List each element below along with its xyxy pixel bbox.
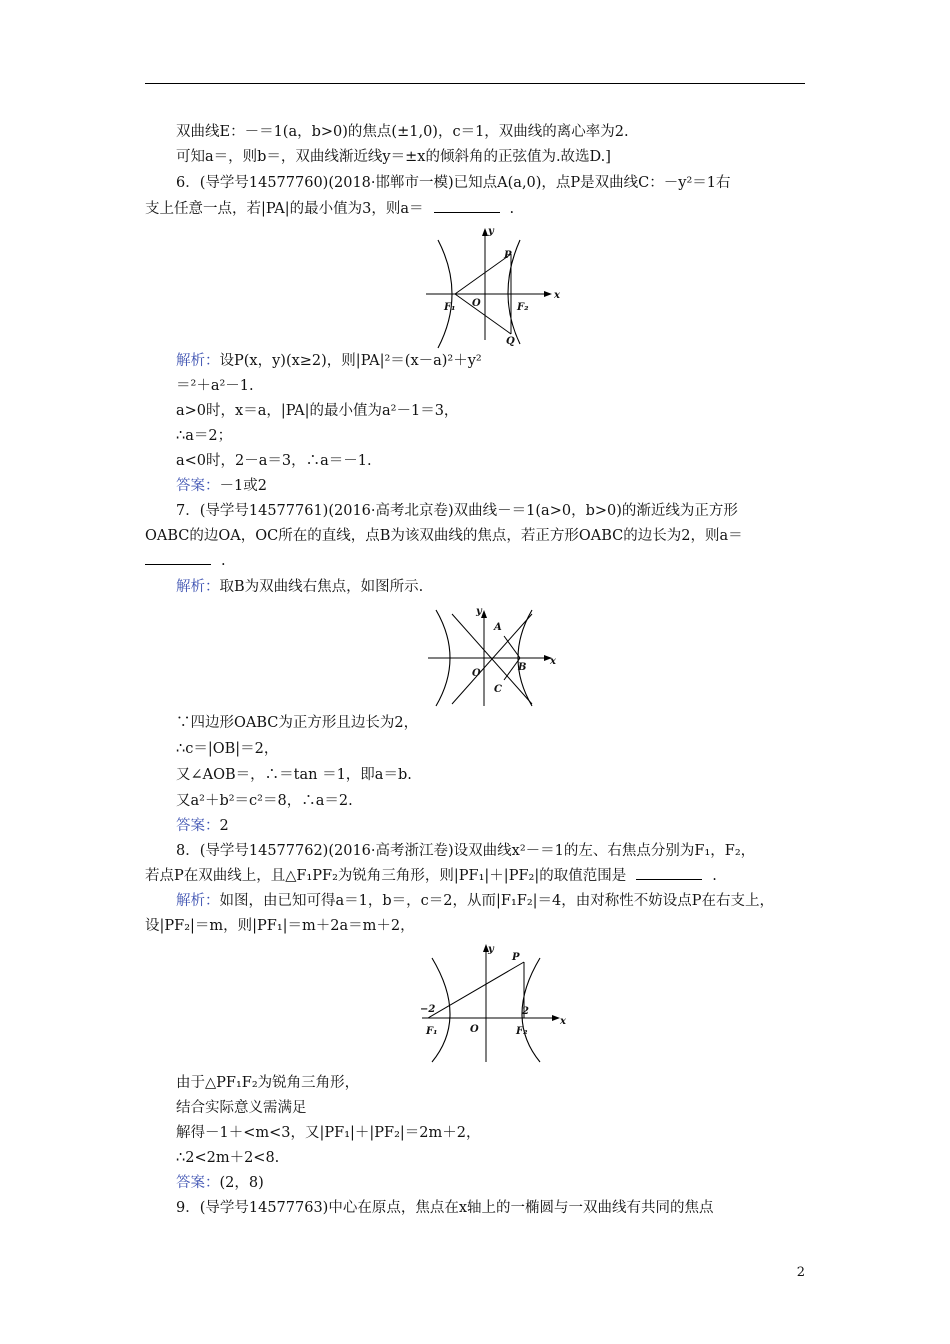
answer-7: [176, 815, 229, 837]
answer-6: [176, 475, 267, 497]
question-8-text: 若点P在双曲线上，且△F₁PF₂为锐角三角形，则|PF₁|＋|PF₂|的取值范围是: [145, 868, 627, 884]
answer-value: －1或2: [219, 478, 267, 494]
label-o: O: [472, 668, 481, 679]
solution-6-line-5: a<0时，2－a＝3，∴a＝－1.: [176, 453, 372, 469]
solution-7-line-1: [176, 576, 423, 598]
label-neg-two: −2: [420, 1004, 436, 1015]
label-x: x: [560, 1016, 566, 1027]
answer-value: (2，8): [219, 1175, 264, 1191]
label-o: O: [470, 1024, 479, 1035]
question-6-text: 支上任意一点，若|PA|的最小值为3，则a＝: [145, 201, 424, 217]
solution-text: 设P(x，y)(x≥2)，则|PA|²＝(x－a)²＋y²: [219, 353, 482, 369]
solution-8-line-6: ∴2<2m＋2<8.: [176, 1150, 280, 1166]
label-a: A: [494, 622, 502, 633]
label-y: y: [476, 606, 482, 617]
question-7-line-3: [145, 550, 226, 572]
label-f2: F₂: [516, 1026, 528, 1037]
solution-7-line-3: ∴c＝|OB|＝2，: [176, 741, 279, 757]
answer-label: 答案：: [176, 1175, 220, 1191]
label-f1: F₁: [444, 302, 456, 313]
text-line: 双曲线E：－＝1(a，b>0)的焦点(±1,0)，c＝1，双曲线的离心率为2.: [176, 124, 629, 140]
question-6-line-1: 6．(导学号14577760)(2018·邯郸市一模)已知点A(a,0)，点P是双曲线C：－y²＝1右: [176, 175, 731, 191]
solution-7-line-2: ∵四边形OABC为正方形且边长为2，: [176, 715, 419, 731]
x-axis-arrow: [552, 1015, 560, 1021]
label-y: y: [488, 226, 494, 237]
segment-f1-p: [428, 962, 524, 1018]
answer-blank: [145, 550, 211, 565]
segment-f1-p: [455, 254, 511, 294]
solution-label: 解析：: [176, 893, 220, 909]
answer-value: 2: [219, 818, 229, 834]
solution-8-line-2: 设|PF₂|＝m，则|PF₁|＝m＋2a＝m＋2，: [145, 918, 415, 934]
answer-label: 答案：: [176, 478, 220, 494]
answer-8: [176, 1172, 264, 1194]
question-6-line-2: 支上任意一点，若|PA|的最小值为3，则a＝ .: [145, 198, 514, 220]
solution-7-line-5: 又a²＋b²＝c²＝8，∴a＝2.: [176, 793, 353, 809]
figure-square-oabc: [422, 600, 562, 710]
side-ab: [504, 636, 520, 658]
question-7-line-1: 7．(导学号14577761)(2016·高考北京卷)双曲线－＝1(a>0，b>0)的渐近线为正方形: [176, 503, 738, 519]
solution-6-line-2: ＝²＋a²－1.: [176, 378, 254, 394]
solution-6-line-1: [176, 350, 482, 372]
solution-6-line-3: a>0时，x＝a，|PA|的最小值为a²－1＝3，: [176, 403, 459, 419]
solution-8-line-5: 解得－1＋<m<3，又|PF₁|＋|PF₂|＝2m＋2，: [176, 1125, 481, 1141]
answer-blank: [434, 198, 500, 213]
label-x: x: [550, 656, 556, 667]
solution-6-line-4: ∴a＝2；: [176, 428, 233, 444]
question-7-end: .: [221, 553, 226, 569]
label-q: Q: [506, 336, 515, 347]
answer-blank: [636, 865, 702, 880]
solution-label: 解析：: [176, 353, 220, 369]
figure-hyperbola-pq: [418, 222, 558, 348]
solution-text: 如图，由已知可得a＝1，b＝，c＝2，从而|F₁F₂|＝4，由对称性不妨设点P在右支上，: [219, 893, 774, 909]
solution-7-line-4: 又∠AOB＝，∴＝tan ＝1，即a＝b.: [176, 767, 412, 783]
x-axis-arrow: [544, 291, 552, 297]
solution-8-line-1: [176, 890, 774, 912]
label-b: B: [518, 662, 527, 673]
answer-label: 答案：: [176, 818, 220, 834]
solution-label: 解析：: [176, 579, 220, 595]
label-c: C: [494, 684, 502, 695]
label-p: P: [504, 250, 512, 261]
page-number: 2: [796, 1265, 805, 1280]
label-o: O: [472, 298, 481, 309]
figure-triangle-pf1f2: [418, 940, 568, 1064]
solution-8-line-4: 结合实际意义需满足: [176, 1100, 307, 1116]
solution-text: 取B为双曲线右焦点，如图所示.: [219, 579, 424, 595]
text-line: 可知a＝，则b＝，双曲线渐近线y＝±x的倾斜角的正弦值为.故选D.]: [176, 149, 611, 165]
header-rule: [145, 83, 805, 84]
solution-8-line-3: 由于△PF₁F₂为锐角三角形，: [176, 1075, 360, 1091]
question-8-line-2: [145, 865, 717, 887]
y-axis-arrow: [481, 610, 487, 618]
question-8-end: .: [712, 868, 717, 884]
question-7-line-2: OABC的边OA，OC所在的直线，点B为该双曲线的焦点，若正方形OABC的边长为2，则a＝: [145, 528, 743, 544]
segment-f1-q: [455, 294, 511, 334]
label-f1: F₁: [426, 1026, 438, 1037]
question-8-line-1: 8．(导学号14577762)(2016·高考浙江卷)设双曲线x²－＝1的左、右焦点分别为F₁，F₂，: [176, 843, 756, 859]
label-two: 2: [522, 1006, 529, 1017]
label-p: P: [512, 952, 520, 963]
label-f2: F₂: [517, 302, 529, 313]
question-9-line-1: 9．(导学号14577763)中心在原点，焦点在x轴上的一椭圆与一双曲线有共同的焦点: [176, 1200, 714, 1216]
label-y: y: [488, 944, 494, 955]
label-x: x: [554, 290, 560, 301]
